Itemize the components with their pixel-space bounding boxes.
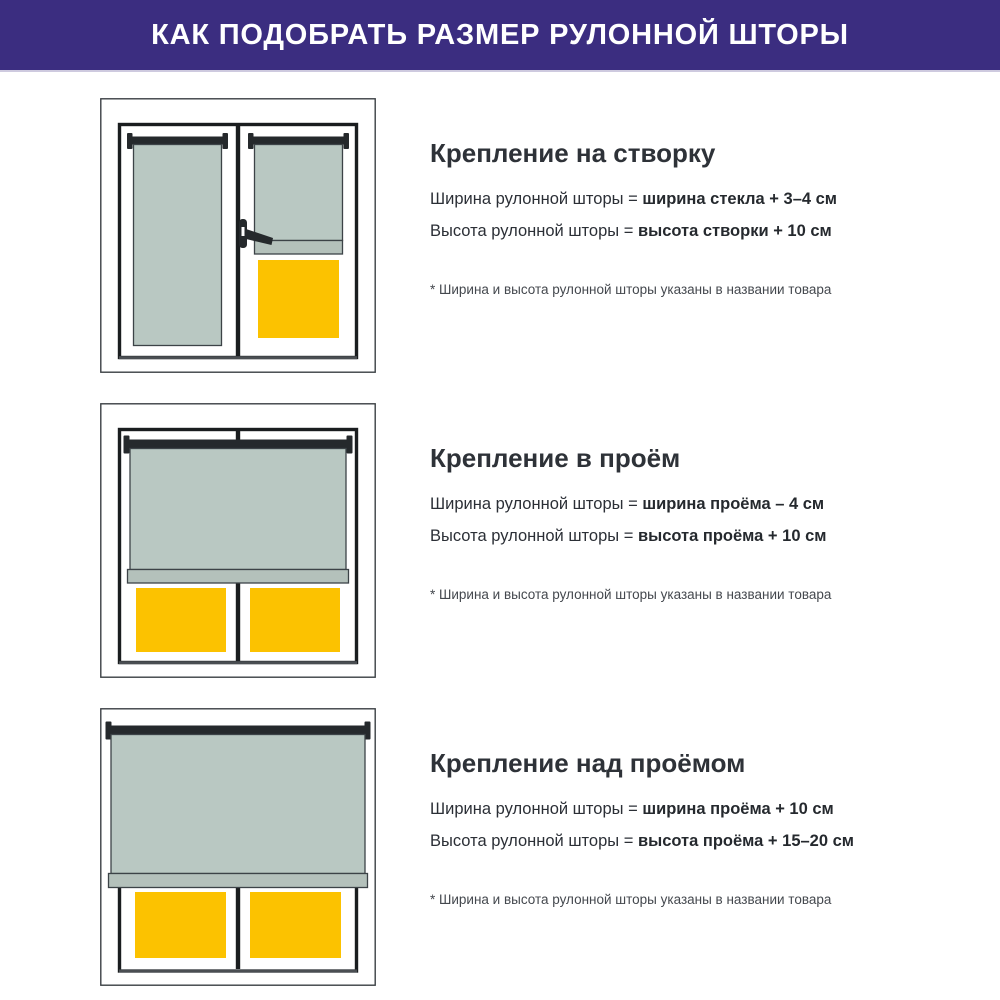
footnote: * Ширина и высота рулонной шторы указаны в названии товара bbox=[430, 282, 832, 297]
window-blind-on-sash-illustration bbox=[100, 98, 376, 373]
window-glass-left bbox=[136, 588, 226, 652]
height-formula-value: высота проёма + 15–20 см bbox=[637, 832, 854, 850]
section-mount-on-sash bbox=[100, 98, 900, 388]
window-blind-above-opening-illustration bbox=[100, 708, 376, 986]
window-glass-right bbox=[250, 892, 341, 958]
height-formula-value: высота проёма + 10 см bbox=[637, 527, 827, 545]
window-blind-in-opening-illustration bbox=[100, 403, 376, 678]
width-formula-value: ширина проёма – 4 см bbox=[642, 495, 825, 513]
blind-bottom-bar bbox=[109, 874, 368, 888]
blind-top-bar bbox=[126, 440, 350, 449]
window-handle-slot bbox=[242, 227, 245, 236]
width-formula bbox=[430, 495, 824, 514]
height-formula-label: Высота рулонной шторы = bbox=[430, 832, 638, 850]
height-formula-label: Высота рулонной шторы = bbox=[430, 527, 638, 545]
frame-shadow bbox=[119, 661, 357, 664]
width-formula-value: ширина проёма + 10 см bbox=[642, 800, 834, 818]
frame-shadow bbox=[119, 356, 357, 359]
footnote: * Ширина и высота рулонной шторы указаны в названии товара bbox=[430, 587, 832, 602]
blind-fabric-right bbox=[255, 145, 343, 241]
section-mount-above-opening bbox=[100, 708, 900, 998]
width-formula-value: ширина стекла + 3–4 см bbox=[642, 190, 838, 208]
window-glass-left bbox=[135, 892, 226, 958]
blind-top-bar bbox=[129, 137, 226, 145]
blind-bottom-bar bbox=[128, 570, 349, 584]
width-formula bbox=[430, 800, 834, 819]
blind-fabric bbox=[130, 449, 346, 570]
section-title: Крепление в проём bbox=[430, 443, 681, 473]
width-formula-label: Ширина рулонной шторы = bbox=[430, 495, 643, 513]
height-formula-value: высота створки + 10 см bbox=[637, 222, 832, 240]
height-formula bbox=[430, 222, 832, 241]
section-title: Крепление над проёмом bbox=[430, 748, 746, 778]
width-formula-label: Ширина рулонной шторы = bbox=[430, 190, 643, 208]
section-title: Крепление на створку bbox=[430, 138, 716, 168]
page-title: КАК ПОДОБРАТЬ РАЗМЕР РУЛОННОЙ ШТОРЫ bbox=[151, 18, 849, 51]
height-formula-label: Высота рулонной шторы = bbox=[430, 222, 638, 240]
height-formula bbox=[430, 832, 854, 851]
section-mount-in-opening bbox=[100, 403, 900, 693]
blind-top-bar bbox=[250, 137, 347, 145]
window-glass-right bbox=[250, 588, 340, 652]
footnote: * Ширина и высота рулонной шторы указаны в названии товара bbox=[430, 892, 832, 907]
window-glass bbox=[258, 260, 339, 338]
frame-shadow bbox=[119, 970, 357, 973]
blind-top-bar bbox=[108, 726, 368, 735]
blind-fabric-left bbox=[134, 145, 222, 346]
height-formula bbox=[430, 527, 826, 546]
width-formula-label: Ширина рулонной шторы = bbox=[430, 800, 643, 818]
width-formula bbox=[430, 190, 837, 209]
page-header bbox=[0, 0, 1000, 70]
blind-fabric bbox=[111, 735, 365, 874]
